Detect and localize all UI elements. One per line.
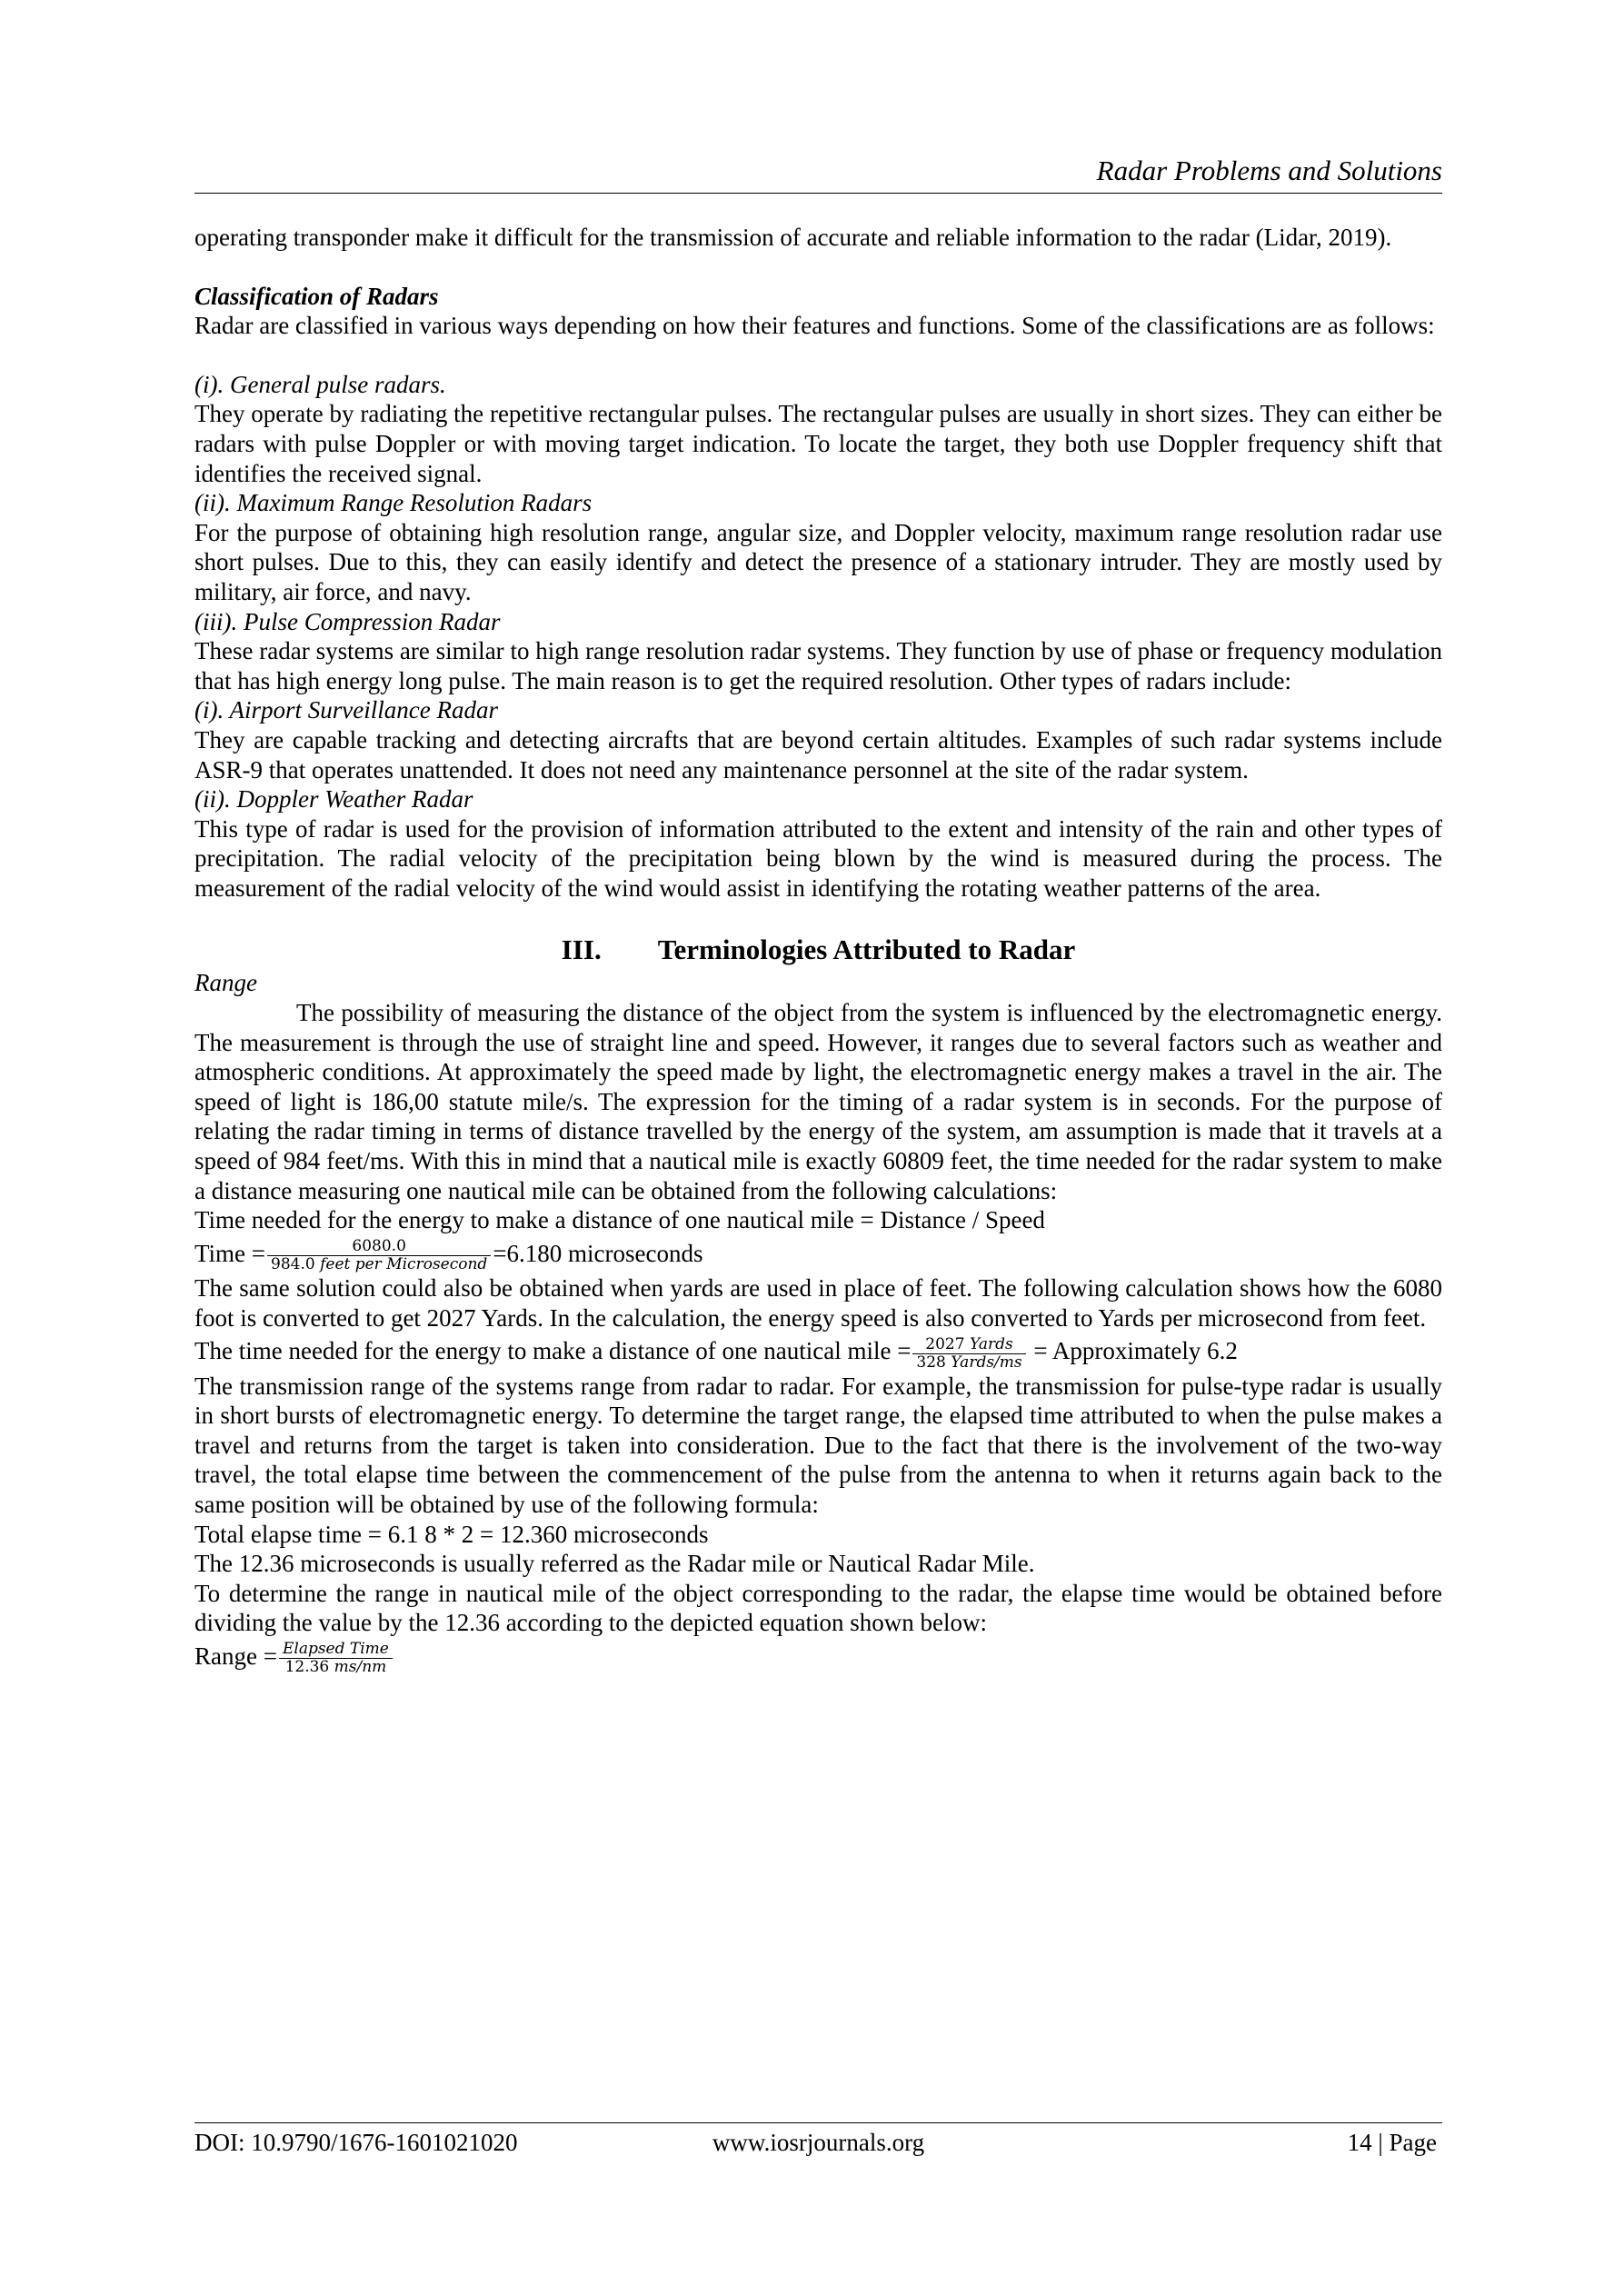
equation-lhs: Time = [194,1239,266,1267]
denominator-number: 984.0 [271,1255,315,1274]
yards-equation [194,1333,1442,1371]
spacer [194,341,1442,370]
section-number: III. [561,933,602,966]
range-determination-paragraph: To determine the range in nautical mile of the object corresponding to the radar, the elapse time would be obtained before dividing the value by the 12.36 according to the depicted equation shown below: [194,1579,1442,1637]
radar-type-text: They operate by radiating the repetitive rectangular pulses. The rectangular pulses are usually in short sizes. They can either be radars with pulse Doppler or with moving target indication. To locate the target, they both use Doppler frequency shift that identifies the received signal. [194,400,1442,487]
denominator-number: 328 [916,1353,946,1372]
body-text [194,223,1442,1676]
footer-rule [194,2122,1442,2123]
equation-lhs: Range = [194,1642,277,1670]
fraction-denominator [912,1354,1025,1372]
numerator-number: 2027 [925,1334,965,1353]
denominator-unit: feet per Microsecond [320,1255,488,1274]
classification-intro: Radar are classified in various ways depending on how their features and functions. Some of the classifications are as follows: [194,312,1435,340]
time-fraction [267,1238,491,1273]
time-equation [194,1235,1442,1273]
radar-mile-line: The 12.36 microseconds is usually referred as the Radar mile or Nautical Radar Mile. [194,1550,1035,1578]
fraction-numerator [912,1336,1025,1354]
yards-paragraph: The same solution could also be obtained when yards are used in place of feet. The following calculation shows how the 6080 foot is converted to get 2027 Yards. In the calculation, the energy speed is also converted to Yards per microsecond from feet. [194,1274,1442,1332]
denominator-number: 12.36 [284,1658,330,1677]
radar-type-text: They are capable tracking and detecting aircrafts that are beyond certain altitudes. Examples of such radar systems include ASR-9 that operates unattended. It does not need any maintenance personnel at the site of the radar system. [194,725,1442,784]
radar-type-title: (i). Airport Surveillance Radar [194,696,498,724]
equation-lhs: The time needed for the energy to make a distance of one nautical mile = [194,1337,912,1365]
intro-continuation: operating transponder make it difficult for the transmission of accurate and reliable information to the radar (Lidar, 2019). [194,224,1392,251]
radar-type-title: (ii). Doppler Weather Radar [194,785,473,814]
page-number: 14 | Page [1347,2129,1437,2156]
header-rule [194,193,1442,194]
numerator-unit: Yards [969,1334,1013,1353]
equation-rhs: =6.180 microseconds [493,1239,703,1267]
radar-type-text: For the purpose of obtaining high resolution range, angular size, and Doppler velocity, maximum range resolution radar use short pulses. Due to this, they can easily identify and detect the presence of a stationary intruder. They are mostly used by military, air force, and navy. [194,518,1442,605]
time-needed-line: Time needed for the energy to make a distance of one nautical mile = Distance / Speed [194,1206,1045,1234]
radar-type-text: These radar systems are similar to high range resolution radar systems. They function by use of phase or frequency modulation that has high energy long pulse. The main reason is to get the required resolution. Other types of radars include: [194,637,1442,694]
radar-type-title: (iii). Pulse Compression Radar [194,607,501,635]
radar-type-title: (i). General pulse radars. [194,370,446,398]
radar-type-text: This type of radar is used for the provision of information attributed to the extent and intensity of the rain and other types of precipitation. The radial velocity of the precipitation being blown by the wind is measured during the process. The measurement of the radial velocity of the wind would assist in identifying the rotating weather patterns of the area. [194,814,1442,902]
denominator-unit: ms/nm [334,1658,387,1677]
fraction-denominator [279,1659,393,1676]
range-fraction [279,1641,393,1676]
denominator-unit: Yards/ms [951,1353,1022,1372]
transmission-paragraph: The transmission range of the systems range from radar to radar. For example, the transmission for pulse-type radar is usually in short bursts of electromagnetic energy. To determine the target range, the elapsed time attributed to when the pulse makes a travel and returns from the target is taken into consideration. Due to the fact that there is the involvement of the two-way travel, the total elapse time between the commencement of the pulse from the antenna to when it returns again back to the same position will be obtained by use of the following formula: [194,1372,1442,1518]
section-heading [194,932,1442,968]
spacer [194,253,1442,282]
range-paragraph: The possibility of measuring the distance of the object from the system is influenced by the electromagnetic energy. The measurement is through the use of straight line and speed. However, it ranges due to several factors such as weather and atmospheric conditions. At approximately the speed made by light, the electromagnetic energy makes a travel in the air. The speed of light is 186,00 statute mile/s. The expression for the timing of a radar system is in seconds. For the purpose of relating the radar timing in terms of distance travelled by the energy of the system, am assumption is made that it travels at a speed of 984 feet/ms. With this in mind that a nautical mile is exactly 60809 feet, the time needed for the radar system to make a distance measuring one nautical mile can be obtained from the following calculations: [194,999,1442,1204]
numerator-text: Elapsed Time [282,1640,389,1659]
doi-text: DOI: 10.9790/1676-1601021020 [194,2129,518,2156]
spacer [194,903,1442,932]
total-elapse-line: Total elapse time = 6.1 8 * 2 = 12.360 microseconds [194,1520,709,1548]
running-title: Radar Problems and Solutions [1096,155,1442,186]
fraction-numerator [279,1641,393,1659]
range-subheading: Range [194,969,257,997]
section-title: Terminologies Attributed to Radar [657,933,1076,966]
classification-heading: Classification of Radars [194,282,439,310]
range-equation [194,1638,1442,1676]
fraction-denominator [267,1256,491,1273]
page-footer [194,2126,1442,2159]
yards-fraction [912,1336,1025,1372]
equation-rhs: = Approximately 6.2 [1033,1337,1238,1365]
radar-type-title: (ii). Maximum Range Resolution Radars [194,489,593,517]
fraction-numerator: 6080.0 [267,1238,491,1256]
journal-website: www.iosrjournals.org [712,2129,925,2156]
